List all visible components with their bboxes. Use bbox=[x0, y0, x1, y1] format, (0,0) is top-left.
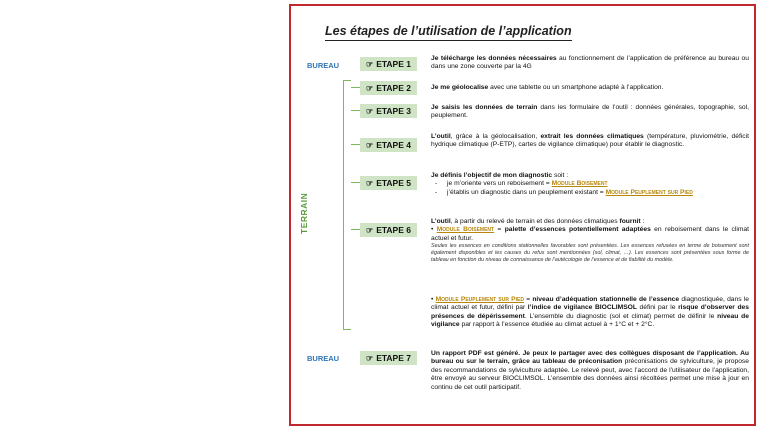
bullet: • bbox=[431, 226, 434, 234]
step-badge-7 bbox=[360, 351, 417, 365]
step-label: ETAPE 5 bbox=[376, 178, 411, 188]
step-2-text: avec une tablette ou un smartphone adapté à l’application. bbox=[488, 84, 664, 91]
page-title: Les étapes de l’utilisation de l’application bbox=[325, 23, 572, 41]
step-label: ETAPE 4 bbox=[376, 140, 411, 150]
infographic-frame bbox=[289, 4, 756, 426]
module-boisement-link[interactable]: Module Boisement bbox=[436, 226, 495, 234]
side-label-bureau-bottom: BUREAU bbox=[307, 354, 340, 363]
bracket-tick bbox=[351, 87, 360, 88]
step-badge-5 bbox=[360, 176, 417, 190]
module-peuplement-link[interactable]: Module Peuplement sur Pied bbox=[435, 296, 524, 303]
step-3-bold: Je saisis les données de terrain bbox=[431, 104, 538, 111]
module-boisement-note: Seules les essences en conditions stationnelles favorables sont présentées. Les essences refusées en terme de boisement sont également disponibles et les causes du refus sont mentionnées (sol, climat, …). Les essences sont présentées sous forme de tableau en fonction du niveau de connaissance de l’autécologie de l’essence et de fiabilité du modèle. bbox=[431, 243, 749, 263]
pointing-hand-icon: ☞ bbox=[366, 60, 374, 69]
side-label-terrain: TERRAIN bbox=[299, 192, 309, 234]
bracket-tick bbox=[351, 229, 360, 230]
step-text-5: Je définis l’objectif de mon diagnostic soit : - je m’oriente vers un reboisement = Module Boisement - j’établis un diagnostic dans un peuplement existant = Module Peuplement sur Pied bbox=[431, 172, 749, 197]
module-boisement-link[interactable]: Module Boisement bbox=[551, 180, 608, 188]
pointing-hand-icon: ☞ bbox=[366, 354, 374, 363]
step-badge-4 bbox=[360, 138, 417, 152]
step-label: ETAPE 7 bbox=[376, 353, 411, 363]
step-text-7: Un rapport PDF est généré. Je peux le partager avec des collègues disposant de l’application. Au bureau ou sur le terrain, grâce au tableau de préconisation préconisations de sylviculture, je propose des recommandations de sylviculture adaptée. Le relevé peut, avec l’accord de l’utilisateur de l’application, être envoyé au serveur BIOCLIMSOL. L’ensemble des données ainsi récoltées permet une mise à jour en continu de cet outil participatif. bbox=[431, 350, 749, 391]
pointing-hand-icon: ☞ bbox=[366, 84, 374, 93]
pointing-hand-icon: ☞ bbox=[366, 179, 374, 188]
step-1-text: au fonctionnement de l’application de préférence au bureau ou dans une zone couverte par la 4G bbox=[431, 55, 750, 71]
step-3-text: dans les formulaire de l’outil : données générales, topographie, sol, peuplement. bbox=[431, 104, 749, 120]
step-label: ETAPE 6 bbox=[376, 225, 411, 235]
step-badge-1 bbox=[360, 57, 417, 71]
step-badge-6 bbox=[360, 223, 417, 237]
bullet: • bbox=[431, 296, 434, 303]
bracket-tick bbox=[351, 110, 360, 111]
list-item: - j’établis un diagnostic dans un peuplement existant = Module Peuplement sur Pied bbox=[435, 188, 693, 196]
step-text-6: L’outil, à partir du relevé de terrain et des données climatiques fournit : • Module Boisement = palette d’essences potentiellement adaptées en reboisement dans le climat actuel et futur. Seules les essences en conditions stationnelles favorables sont présentées. Les essences refusées en terme de boisement sont également disponibles et les causes du refus sont mentionnées (sol, climat, …). Les essences sont présentées sous forme de tableau en fonction du niveau de connaissance de l’autécologie de l’essence et de fiabilité du modèle. bbox=[431, 218, 750, 263]
step-badge-2 bbox=[360, 81, 417, 95]
terrain-bracket bbox=[343, 80, 351, 330]
step-label: ETAPE 3 bbox=[376, 106, 411, 116]
step-badge-3 bbox=[360, 104, 417, 118]
step-label: ETAPE 2 bbox=[376, 83, 411, 93]
list-item: - je m’oriente vers un reboisement = Module Boisement bbox=[435, 180, 608, 188]
step-2-bold: Je me géolocalise bbox=[431, 84, 489, 91]
step-text-2 bbox=[431, 84, 749, 92]
pointing-hand-icon: ☞ bbox=[366, 141, 374, 150]
step-1-bold: Je télécharge les données nécessaires bbox=[431, 55, 557, 62]
side-label-bureau-top: BUREAU bbox=[307, 61, 340, 70]
module-peuplement-link[interactable]: Module Peuplement sur Pied bbox=[605, 188, 693, 196]
step-text-1 bbox=[431, 55, 749, 72]
pointing-hand-icon: ☞ bbox=[366, 107, 374, 116]
pointing-hand-icon: ☞ bbox=[366, 226, 374, 235]
step-label: ETAPE 1 bbox=[376, 59, 411, 69]
bracket-tick bbox=[351, 144, 360, 145]
step-text-6b: • Module Peuplement sur Pied = niveau d’adéquation stationnelle de l’essence diagnostiquée, dans le climat actuel et futur, défini par l’indice de vigilance BIOCLIMSOL défini par le risque d’observer des présences de dépérissement. L’ensemble du diagnostic (sol et climat) permet de définir le niveau de vigilance par rapport à l’essence étudiée au climat actuel à + 1°C et + 2°C. bbox=[431, 296, 750, 329]
step-text-4: L’outil, grâce à la géolocalisation, extrait les données climatiques (température, pluviométrie, déficit hydrique climatique (P-ETP), cartes de vigilance climatique) pour établir le diagnostic. bbox=[431, 133, 749, 149]
step-text-3 bbox=[431, 104, 749, 121]
bracket-tick bbox=[351, 182, 360, 183]
